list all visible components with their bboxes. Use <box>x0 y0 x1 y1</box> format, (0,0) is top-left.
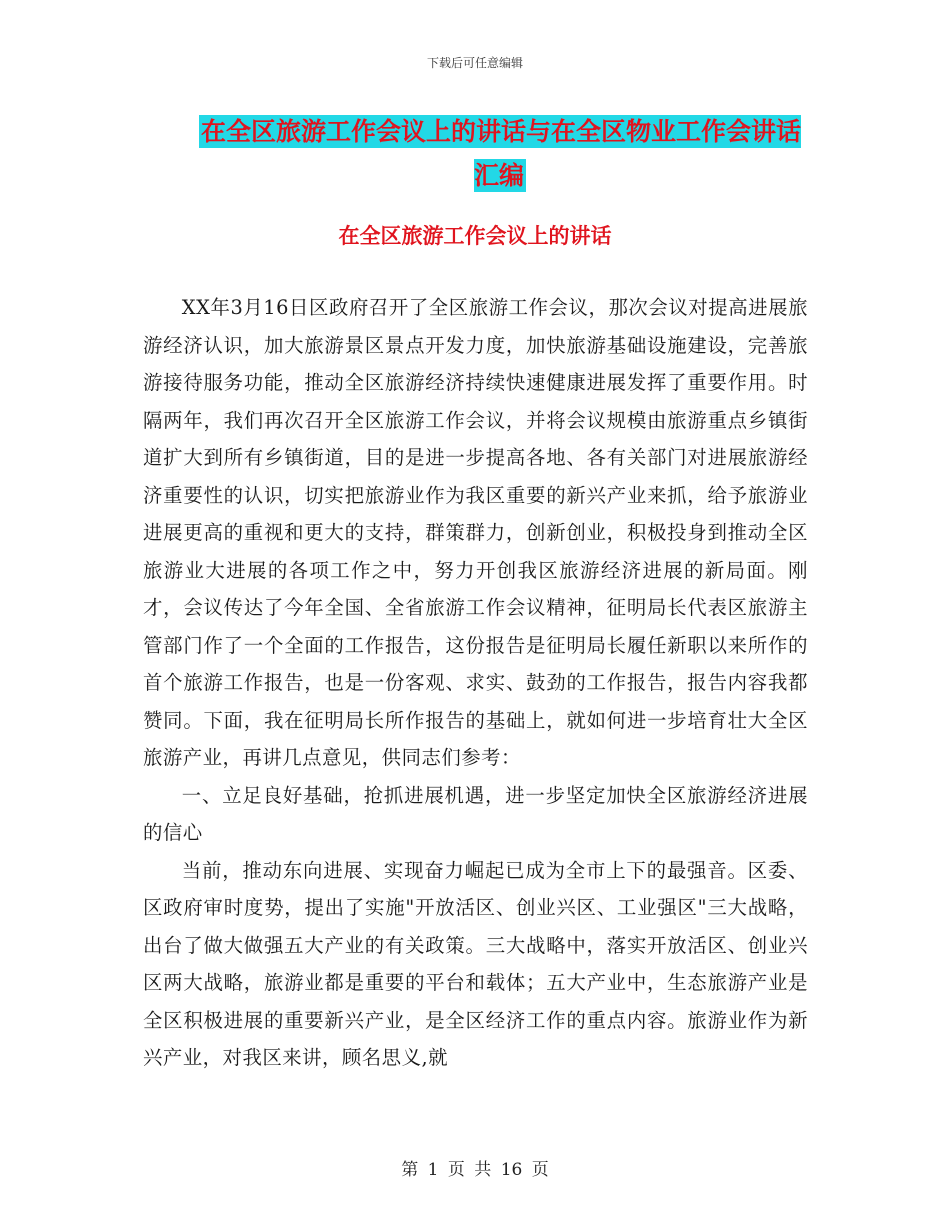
document-title <box>190 110 810 198</box>
header-note: 下载后可任意编辑 <box>426 56 523 70</box>
document-title-text: 在全区旅游工作会议上的讲话与在全区物业工作会讲话汇编 <box>200 117 801 190</box>
document-body <box>143 289 808 1077</box>
body-paragraph-1: XX年3月16日区政府召开了全区旅游工作会议，那次会议对提高进展旅游经济认识，加大旅游景区景点开发力度，加快旅游基础设施建设，完善旅游接待服务功能，推动全区旅游经济持续快速健康进展发挥了重要作用。时隔两年，我们再次召开全区旅游工作会议，并将会议规模由旅游重点乡镇街道扩大到所有乡镇街道，目的是进一步提高各地、各有关部门对进展旅游经济重要性的认识，切实把旅游业作为我区重要的新兴产业来抓，给予旅游业进展更高的重视和更大的支持，群策群力，创新创业，积极投身到推动全区旅游业大进展的各项工作之中，努力开创我区旅游经济进展的新局面。刚才，会议传达了今年全国、全省旅游工作会议精神，征明局长代表区旅游主管部门作了一个全面的工作报告，这份报告是征明局长履任新职以来所作的首个旅游工作报告，也是一份客观、求实、鼓劲的工作报告，报告内容我都赞同。下面，我在征明局长所作报告的基础上，就如何进一步培育壮大全区旅游产业，再讲几点意见，供同志们参考： <box>143 296 808 769</box>
page-footer: 第 1 页 共 16 页 <box>401 1160 549 1180</box>
body-paragraph-3: 当前，推动东向进展、实现奋力崛起已成为全市上下的最强音。区委、区政府审时度势，提出了实施"开放活区、创业兴区、工业强区"三大战略，出台了做大做强五大产业的有关政策。三大战略中，落实开放活区、创业兴区两大战略，旅游业都是重要的平台和载体；五大产业中，生态旅游产业是全区积极进展的重要新兴产业，是全区经济工作的重点内容。旅游业作为新兴产业，对我区来讲，顾名思义,就 <box>143 858 808 1069</box>
section-title: 在全区旅游工作会议上的讲话 <box>338 224 612 248</box>
body-paragraph-2: 一、立足良好基础，抢抓进展机遇，进一步坚定加快全区旅游经济进展的信心 <box>143 783 808 844</box>
